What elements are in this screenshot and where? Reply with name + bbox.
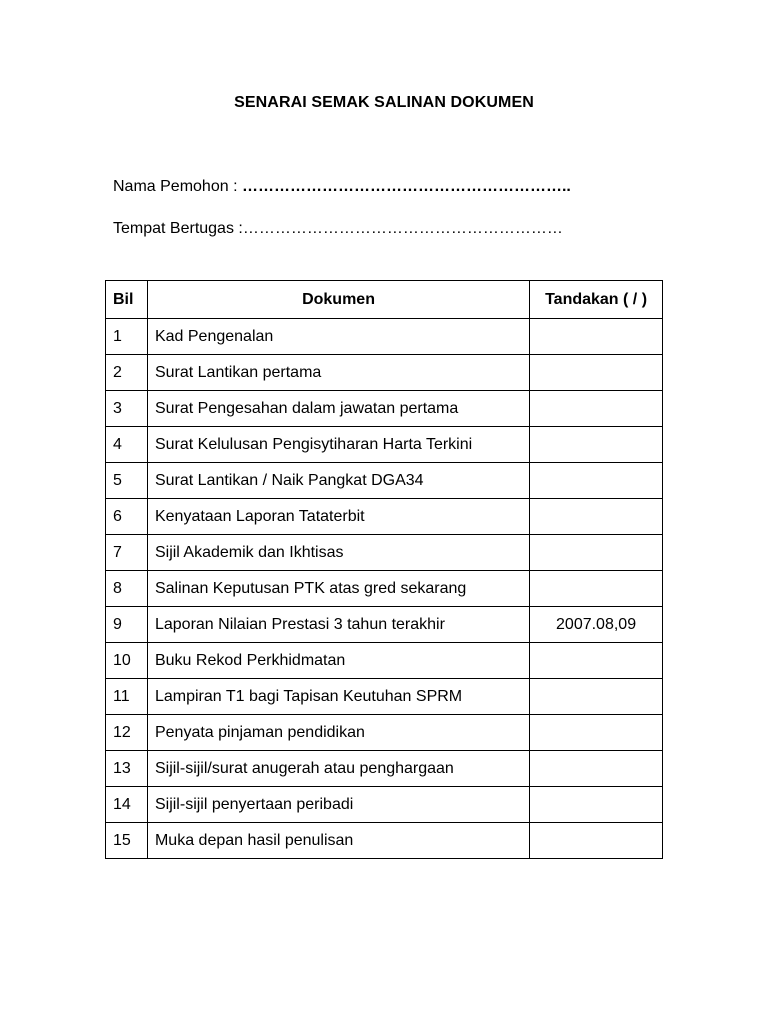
row-checkmark-cell[interactable] <box>530 355 663 391</box>
table-row <box>106 751 663 787</box>
table-row <box>106 571 663 607</box>
table-row <box>106 823 663 859</box>
document-checklist-table <box>105 280 663 859</box>
row-number: 12 <box>106 715 148 751</box>
row-number: 5 <box>106 463 148 499</box>
row-document: Penyata pinjaman pendidikan <box>147 715 529 751</box>
row-document: Salinan Keputusan PTK atas gred sekarang <box>147 571 529 607</box>
table-row <box>106 535 663 571</box>
row-number: 14 <box>106 787 148 823</box>
nama-pemohon-field[interactable] <box>113 178 571 196</box>
row-checkmark-cell[interactable] <box>530 787 663 823</box>
row-checkmark-cell[interactable] <box>530 823 663 859</box>
row-number: 13 <box>106 751 148 787</box>
tempat-bertugas-field[interactable] <box>113 220 563 238</box>
row-checkmark-cell[interactable] <box>530 643 663 679</box>
table-row <box>106 319 663 355</box>
row-checkmark-cell[interactable] <box>530 499 663 535</box>
table-row <box>106 679 663 715</box>
table-row <box>106 355 663 391</box>
row-checkmark-cell[interactable] <box>530 715 663 751</box>
row-document: Sijil-sijil penyertaan peribadi <box>147 787 529 823</box>
row-document: Kad Pengenalan <box>147 319 529 355</box>
row-number: 15 <box>106 823 148 859</box>
row-number: 8 <box>106 571 148 607</box>
table-header-row <box>106 281 663 319</box>
row-number: 6 <box>106 499 148 535</box>
row-number: 10 <box>106 643 148 679</box>
row-document: Surat Pengesahan dalam jawatan pertama <box>147 391 529 427</box>
row-checkmark-cell[interactable] <box>530 751 663 787</box>
row-number: 2 <box>106 355 148 391</box>
nama-pemohon-label: Nama Pemohon : <box>113 178 242 195</box>
header-dokumen: Dokumen <box>147 281 529 319</box>
header-tandakan: Tandakan ( / ) <box>530 281 663 319</box>
row-number: 1 <box>106 319 148 355</box>
table-row <box>106 391 663 427</box>
row-number: 4 <box>106 427 148 463</box>
table-row <box>106 463 663 499</box>
row-checkmark-cell[interactable] <box>530 679 663 715</box>
row-document: Sijil-sijil/surat anugerah atau penghargaan <box>147 751 529 787</box>
table-row <box>106 715 663 751</box>
row-document: Lampiran T1 bagi Tapisan Keutuhan SPRM <box>147 679 529 715</box>
table-row <box>106 787 663 823</box>
row-checkmark-cell[interactable] <box>530 571 663 607</box>
table-row <box>106 427 663 463</box>
table-row <box>106 499 663 535</box>
tempat-bertugas-blank[interactable]: …………………………………………………… <box>242 220 563 237</box>
table-row <box>106 607 663 643</box>
row-checkmark-cell[interactable] <box>530 535 663 571</box>
row-document: Surat Lantikan pertama <box>147 355 529 391</box>
row-checkmark-cell[interactable] <box>530 427 663 463</box>
row-number: 9 <box>106 607 148 643</box>
row-number: 11 <box>106 679 148 715</box>
row-number: 7 <box>106 535 148 571</box>
tempat-bertugas-label: Tempat Bertugas : <box>113 220 243 237</box>
row-checkmark-cell[interactable]: 2007.08,09 <box>530 607 663 643</box>
row-document: Buku Rekod Perkhidmatan <box>147 643 529 679</box>
row-checkmark-cell[interactable] <box>530 319 663 355</box>
header-bil: Bil <box>106 281 148 319</box>
row-document: Surat Kelulusan Pengisytiharan Harta Terkini <box>147 427 529 463</box>
row-document: Laporan Nilaian Prestasi 3 tahun terakhir <box>147 607 529 643</box>
row-document: Surat Lantikan / Naik Pangkat DGA34 <box>147 463 529 499</box>
row-document: Sijil Akademik dan Ikhtisas <box>147 535 529 571</box>
nama-pemohon-blank[interactable]: …………………………………………………….. <box>241 178 571 195</box>
row-number: 3 <box>106 391 148 427</box>
row-checkmark-cell[interactable] <box>530 463 663 499</box>
table-row <box>106 643 663 679</box>
page-title: SENARAI SEMAK SALINAN DOKUMEN <box>234 94 534 111</box>
row-document: Kenyataan Laporan Tataterbit <box>147 499 529 535</box>
row-document: Muka depan hasil penulisan <box>147 823 529 859</box>
row-checkmark-cell[interactable] <box>530 391 663 427</box>
